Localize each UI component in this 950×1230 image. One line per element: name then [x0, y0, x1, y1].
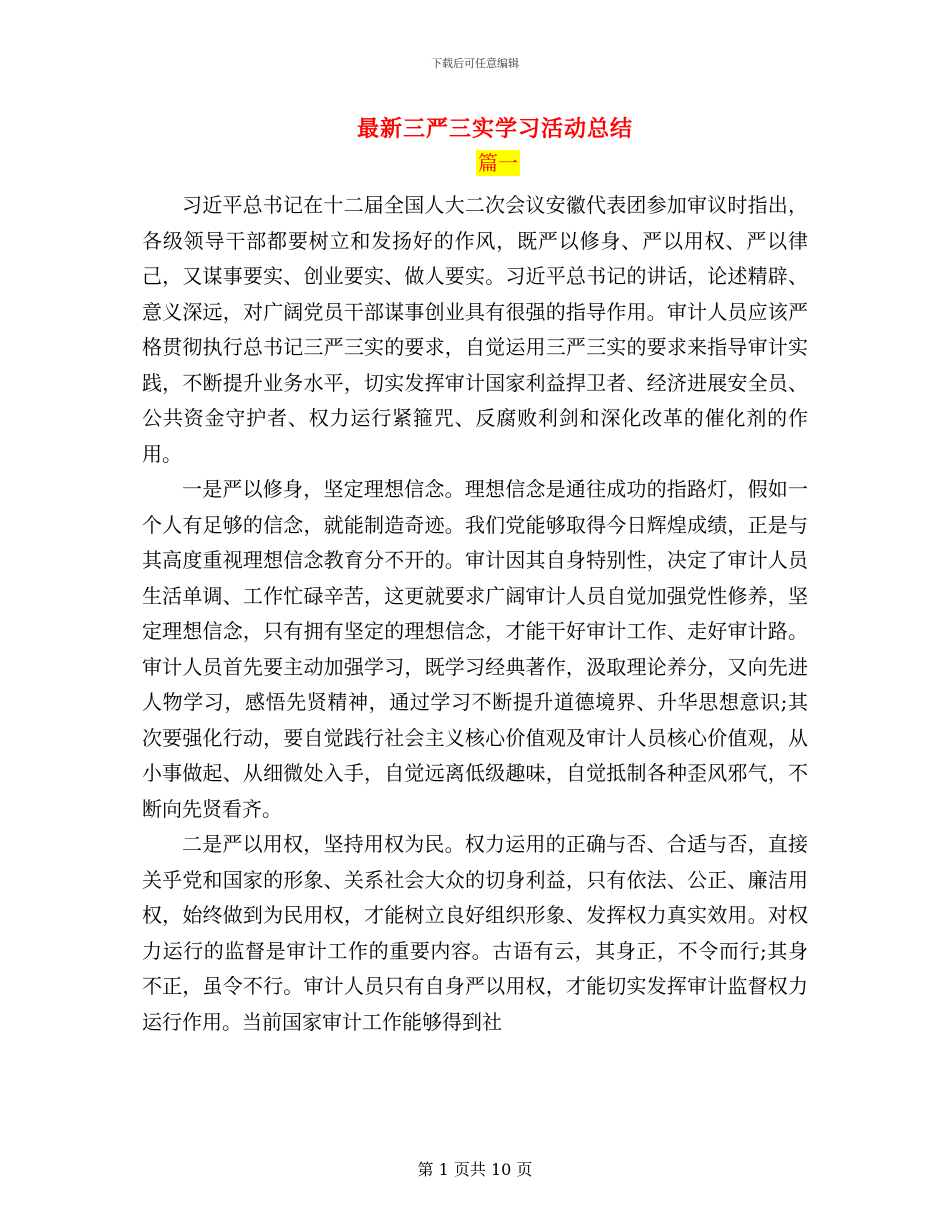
- paragraph-3: 二是严以用权，坚持用权为民。权力运用的正确与否、合适与否，直接关乎党和国家的形象、关系社会大众的切身利益，只有依法、公正、廉洁用权，始终做到为民用权，才能树立良好组织形象、发挥权力真实效用。对权力运行的监督是审计工作的重要内容。古语有云，其身正，不令而行;其身不正，虽令不行。审计人员只有自身严以用权，才能切实发挥审计监督权力运行作用。当前国家审计工作能够得到社: [142, 832, 808, 1034]
- document-title: 最新三严三实学习活动总结: [356, 116, 633, 142]
- section-label: 篇一: [478, 151, 518, 175]
- page-footer: 第 1 页共 10 页: [417, 1160, 533, 1179]
- header-note: 下载后可任意编辑: [431, 57, 519, 70]
- document-body: [142, 188, 808, 1040]
- paragraph-2: 一是严以修身，坚定理想信念。理想信念是通往成功的指路灯，假如一个人有足够的信念，就能制造奇迹。我们党能够取得今日辉煌成绩，正是与其高度重视理想信念教育分不开的。审计因其自身特别性，决定了审计人员生活单调、工作忙碌辛苦，这更就要求广阔审计人员自觉加强党性修养，坚定理想信念，只有拥有坚定的理想信念，才能干好审计工作、走好审计路。审计人员首先要主动加强学习，既学习经典著作，汲取理论养分，又向先进人物学习，感悟先贤精神，通过学习不断提升道德境界、升华思想意识;其次要强化行动，要自觉践行社会主义核心价值观及审计人员核心价值观，从小事做起、从细微处入手，自觉远离低级趣味，自觉抵制各种歪风邪气，不断向先贤看齐。: [142, 477, 808, 821]
- paragraph-1: 习近平总书记在十二届全国人大二次会议安徽代表团参加审议时指出，各级领导干部都要树立和发扬好的作风，既严以修身、严以用权、严以律己，又谋事要实、创业要实、做人要实。习近平总书记的讲话，论述精辟、意义深远，对广阔党员干部谋事创业具有很强的指导作用。审计人员应该严格贯彻执行总书记三严三实的要求，自觉运用三严三实的要求来指导审计实践，不断提升业务水平，切实发挥审计国家利益捍卫者、经济进展安全员、公共资金守护者、权力运行紧箍咒、反腐败利剑和深化改革的催化剂的作用。: [142, 193, 808, 466]
